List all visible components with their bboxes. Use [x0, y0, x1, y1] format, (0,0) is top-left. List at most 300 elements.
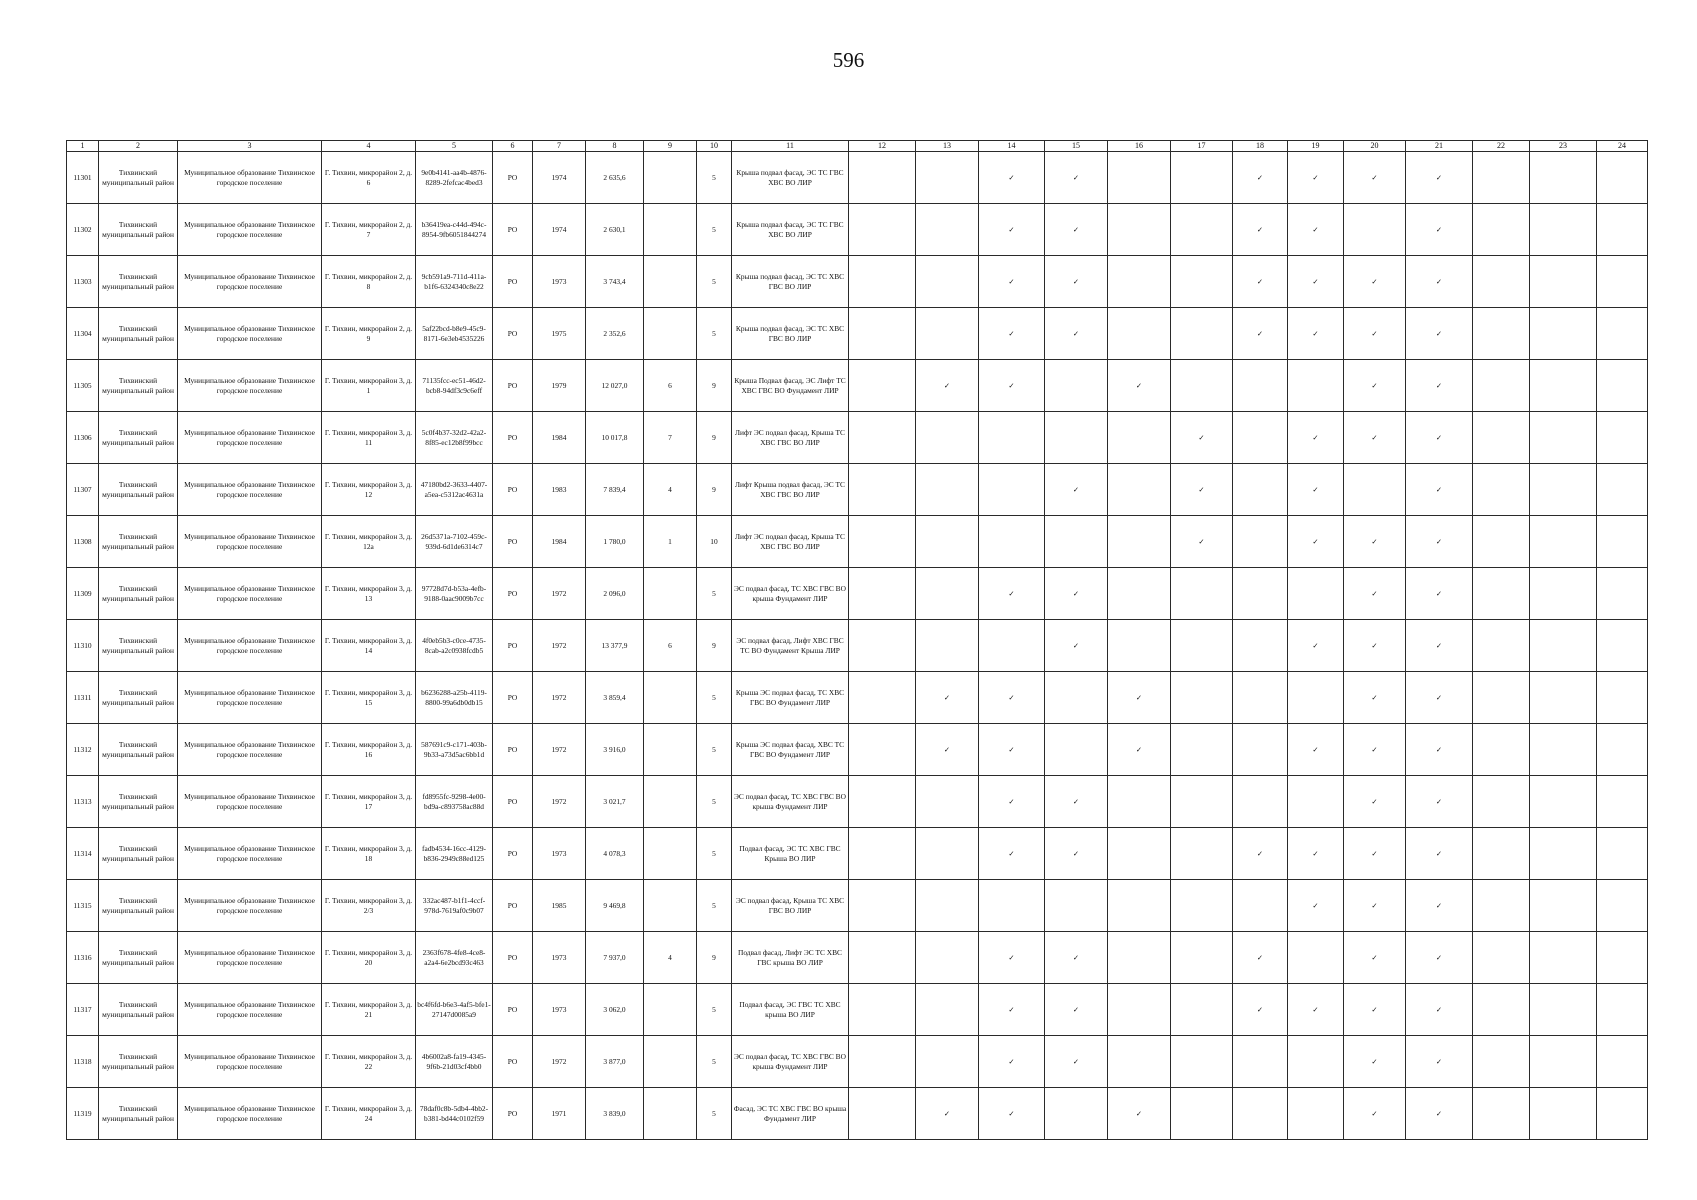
row-number: 11311	[67, 672, 99, 724]
build-year: 1973	[533, 984, 586, 1036]
check-mark-icon: ✓	[979, 672, 1045, 724]
row-number: 11313	[67, 776, 99, 828]
row-number: 11312	[67, 724, 99, 776]
empty-cell	[1171, 620, 1233, 672]
total-area: 13 377,9	[586, 620, 644, 672]
entrance-count: 1	[644, 516, 697, 568]
empty-cell	[1597, 880, 1648, 932]
empty-cell	[1597, 1036, 1648, 1088]
empty-cell	[1597, 308, 1648, 360]
floor-count: 9	[697, 932, 732, 984]
table-row	[67, 360, 1648, 412]
empty-cell	[1530, 1088, 1597, 1140]
entrance-count	[644, 776, 697, 828]
management-type: РО	[493, 308, 533, 360]
empty-cell	[1288, 1088, 1344, 1140]
district-name: Тихвинский муниципальный район	[99, 412, 178, 464]
column-number: 10	[697, 141, 732, 152]
work-types: Фасад, ЭС ТС ХВС ГВС ВО крыша Фундамент ЛИР	[732, 1088, 849, 1140]
empty-cell	[849, 672, 916, 724]
municipality-name: Муниципальное образование Тихвинское городское поселение	[178, 152, 322, 204]
empty-cell	[1530, 672, 1597, 724]
build-year: 1975	[533, 308, 586, 360]
empty-cell	[849, 412, 916, 464]
work-types: Подвал фасад, ЭС ГВС ТС ХВС крыша ВО ЛИР	[732, 984, 849, 1036]
building-code: fadb4534-16cc-4129-b836-2949c88ed125	[416, 828, 493, 880]
district-name: Тихвинский муниципальный район	[99, 1036, 178, 1088]
empty-cell	[849, 256, 916, 308]
table-row	[67, 256, 1648, 308]
empty-cell	[979, 464, 1045, 516]
empty-cell	[1530, 464, 1597, 516]
work-types: Подвал фасад, ЭС ТС ХВС ГВС Крыша ВО ЛИР	[732, 828, 849, 880]
work-types: Подвал фасад, Лифт ЭС ТС ХВС ГВС крыша ВО ЛИР	[732, 932, 849, 984]
entrance-count: 7	[644, 412, 697, 464]
district-name: Тихвинский муниципальный район	[99, 1088, 178, 1140]
column-number: 19	[1288, 141, 1344, 152]
row-number: 11305	[67, 360, 99, 412]
floor-count: 5	[697, 204, 732, 256]
check-mark-icon: ✓	[1406, 464, 1473, 516]
check-mark-icon: ✓	[1233, 828, 1288, 880]
empty-cell	[1045, 412, 1108, 464]
check-mark-icon: ✓	[1288, 984, 1344, 1036]
building-address: Г. Тихвин, микрорайон 3, д. 18	[322, 828, 416, 880]
work-types: ЭС подвал фасад, ТС ХВС ГВС ВО крыша Фундамент ЛИР	[732, 1036, 849, 1088]
check-mark-icon: ✓	[1406, 568, 1473, 620]
check-mark-icon: ✓	[1233, 308, 1288, 360]
column-number: 4	[322, 141, 416, 152]
check-mark-icon: ✓	[1344, 1036, 1406, 1088]
empty-cell	[1171, 360, 1233, 412]
table-row	[67, 880, 1648, 932]
empty-cell	[916, 308, 979, 360]
management-type: РО	[493, 724, 533, 776]
column-number: 14	[979, 141, 1045, 152]
check-mark-icon: ✓	[1406, 672, 1473, 724]
check-mark-icon: ✓	[1406, 828, 1473, 880]
empty-cell	[1530, 204, 1597, 256]
row-number: 11315	[67, 880, 99, 932]
empty-cell	[1530, 828, 1597, 880]
table-row	[67, 1036, 1648, 1088]
check-mark-icon: ✓	[1344, 724, 1406, 776]
empty-cell	[1530, 308, 1597, 360]
empty-cell	[849, 828, 916, 880]
check-mark-icon: ✓	[916, 360, 979, 412]
check-mark-icon: ✓	[979, 360, 1045, 412]
entrance-count	[644, 256, 697, 308]
building-address: Г. Тихвин, микрорайон 3, д. 12	[322, 464, 416, 516]
empty-cell	[1233, 1088, 1288, 1140]
building-address: Г. Тихвин, микрорайон 3, д. 24	[322, 1088, 416, 1140]
municipality-name: Муниципальное образование Тихвинское городское поселение	[178, 1088, 322, 1140]
work-types: ЭС подвал фасад, Лифт ХВС ГВС ТС ВО Фундамент Крыша ЛИР	[732, 620, 849, 672]
empty-cell	[1108, 256, 1171, 308]
empty-cell	[1171, 828, 1233, 880]
row-number: 11318	[67, 1036, 99, 1088]
empty-cell	[1171, 932, 1233, 984]
empty-cell	[1597, 672, 1648, 724]
table-row	[67, 1088, 1648, 1140]
floor-count: 5	[697, 256, 732, 308]
floor-count: 5	[697, 152, 732, 204]
empty-cell	[916, 152, 979, 204]
entrance-count	[644, 880, 697, 932]
total-area: 3 021,7	[586, 776, 644, 828]
check-mark-icon: ✓	[1045, 152, 1108, 204]
work-types: Крыша подвал фасад, ЭС ТС ХВС ГВС ВО ЛИР	[732, 308, 849, 360]
building-code: 4b6002a8-fa19-4345-9f6b-21d03cf4bb0	[416, 1036, 493, 1088]
empty-cell	[1108, 204, 1171, 256]
empty-cell	[1108, 568, 1171, 620]
floor-count: 9	[697, 620, 732, 672]
management-type: РО	[493, 516, 533, 568]
empty-cell	[849, 776, 916, 828]
check-mark-icon: ✓	[1045, 204, 1108, 256]
build-year: 1972	[533, 1036, 586, 1088]
empty-cell	[1530, 1036, 1597, 1088]
empty-cell	[1108, 1036, 1171, 1088]
empty-cell	[1597, 568, 1648, 620]
build-year: 1974	[533, 204, 586, 256]
empty-cell	[849, 984, 916, 1036]
empty-cell	[1530, 776, 1597, 828]
management-type: РО	[493, 932, 533, 984]
row-number: 11302	[67, 204, 99, 256]
building-code: 47180bd2-3633-4407-a5ea-c5312ac4631a	[416, 464, 493, 516]
row-number: 11317	[67, 984, 99, 1036]
build-year: 1972	[533, 568, 586, 620]
floor-count: 5	[697, 1036, 732, 1088]
check-mark-icon: ✓	[1108, 672, 1171, 724]
empty-cell	[1597, 620, 1648, 672]
management-type: РО	[493, 360, 533, 412]
check-mark-icon: ✓	[1406, 1088, 1473, 1140]
empty-cell	[1530, 724, 1597, 776]
building-address: Г. Тихвин, микрорайон 2, д. 8	[322, 256, 416, 308]
build-year: 1972	[533, 776, 586, 828]
table-row	[67, 464, 1648, 516]
total-area: 3 859,4	[586, 672, 644, 724]
row-number: 11316	[67, 932, 99, 984]
empty-cell	[849, 152, 916, 204]
row-number: 11301	[67, 152, 99, 204]
check-mark-icon: ✓	[979, 724, 1045, 776]
entrance-count	[644, 672, 697, 724]
empty-cell	[1171, 672, 1233, 724]
check-mark-icon: ✓	[1233, 204, 1288, 256]
check-mark-icon: ✓	[1288, 152, 1344, 204]
check-mark-icon: ✓	[1406, 620, 1473, 672]
table-row	[67, 412, 1648, 464]
empty-cell	[916, 776, 979, 828]
total-area: 9 469,8	[586, 880, 644, 932]
empty-cell	[916, 412, 979, 464]
column-number-row	[67, 141, 1648, 152]
total-area: 2 352,6	[586, 308, 644, 360]
column-number: 16	[1108, 141, 1171, 152]
empty-cell	[1597, 828, 1648, 880]
check-mark-icon: ✓	[1344, 516, 1406, 568]
check-mark-icon: ✓	[979, 1036, 1045, 1088]
empty-cell	[1233, 412, 1288, 464]
empty-cell	[1473, 672, 1530, 724]
check-mark-icon: ✓	[1045, 620, 1108, 672]
work-types: Лифт ЭС подвал фасад, Крыша ТС ХВС ГВС ВО ЛИР	[732, 516, 849, 568]
building-code: 5c0f4b37-32d2-42a2-8f85-ec12b8f99bcc	[416, 412, 493, 464]
check-mark-icon: ✓	[1045, 256, 1108, 308]
empty-cell	[849, 932, 916, 984]
empty-cell	[1473, 360, 1530, 412]
check-mark-icon: ✓	[1344, 360, 1406, 412]
table-row	[67, 204, 1648, 256]
empty-cell	[849, 516, 916, 568]
empty-cell	[1108, 932, 1171, 984]
empty-cell	[849, 880, 916, 932]
empty-cell	[916, 620, 979, 672]
district-name: Тихвинский муниципальный район	[99, 724, 178, 776]
column-number: 23	[1530, 141, 1597, 152]
municipality-name: Муниципальное образование Тихвинское городское поселение	[178, 724, 322, 776]
district-name: Тихвинский муниципальный район	[99, 516, 178, 568]
table-row	[67, 672, 1648, 724]
column-number: 9	[644, 141, 697, 152]
total-area: 7 937,0	[586, 932, 644, 984]
empty-cell	[1473, 984, 1530, 1036]
management-type: РО	[493, 880, 533, 932]
build-year: 1984	[533, 412, 586, 464]
empty-cell	[979, 620, 1045, 672]
empty-cell	[1288, 776, 1344, 828]
check-mark-icon: ✓	[1406, 932, 1473, 984]
column-number: 8	[586, 141, 644, 152]
empty-cell	[1344, 464, 1406, 516]
column-number: 21	[1406, 141, 1473, 152]
management-type: РО	[493, 204, 533, 256]
municipality-name: Муниципальное образование Тихвинское городское поселение	[178, 412, 322, 464]
total-area: 12 027,0	[586, 360, 644, 412]
management-type: РО	[493, 412, 533, 464]
row-number: 11319	[67, 1088, 99, 1140]
total-area: 3 916,0	[586, 724, 644, 776]
entrance-count	[644, 724, 697, 776]
empty-cell	[1597, 152, 1648, 204]
check-mark-icon: ✓	[1344, 256, 1406, 308]
empty-cell	[1233, 464, 1288, 516]
column-number: 6	[493, 141, 533, 152]
floor-count: 9	[697, 360, 732, 412]
empty-cell	[979, 516, 1045, 568]
building-address: Г. Тихвин, микрорайон 3, д. 12а	[322, 516, 416, 568]
column-number: 5	[416, 141, 493, 152]
floor-count: 5	[697, 568, 732, 620]
entrance-count	[644, 1088, 697, 1140]
check-mark-icon: ✓	[1171, 412, 1233, 464]
check-mark-icon: ✓	[1406, 204, 1473, 256]
building-code: fd8955fc-9298-4e00-bd9a-c893758ac88d	[416, 776, 493, 828]
entrance-count: 6	[644, 360, 697, 412]
check-mark-icon: ✓	[979, 256, 1045, 308]
district-name: Тихвинский муниципальный район	[99, 984, 178, 1036]
entrance-count	[644, 308, 697, 360]
empty-cell	[916, 984, 979, 1036]
municipality-name: Муниципальное образование Тихвинское городское поселение	[178, 516, 322, 568]
municipality-name: Муниципальное образование Тихвинское городское поселение	[178, 620, 322, 672]
building-code: 4f0eb5b3-c0ce-4735-8cab-a2c0938fcdb5	[416, 620, 493, 672]
column-number: 7	[533, 141, 586, 152]
build-year: 1974	[533, 152, 586, 204]
empty-cell	[1530, 152, 1597, 204]
row-number: 11306	[67, 412, 99, 464]
entrance-count	[644, 204, 697, 256]
column-number: 13	[916, 141, 979, 152]
empty-cell	[1288, 568, 1344, 620]
column-number: 1	[67, 141, 99, 152]
check-mark-icon: ✓	[979, 568, 1045, 620]
municipality-name: Муниципальное образование Тихвинское городское поселение	[178, 568, 322, 620]
table-row	[67, 724, 1648, 776]
building-code: 9e0b4141-aa4b-4876-8289-2fefcac4bed3	[416, 152, 493, 204]
empty-cell	[1233, 1036, 1288, 1088]
empty-cell	[1530, 880, 1597, 932]
column-number: 2	[99, 141, 178, 152]
row-number: 11314	[67, 828, 99, 880]
empty-cell	[1045, 672, 1108, 724]
building-code: b36419ea-c44d-494c-8954-9fb6051844274	[416, 204, 493, 256]
empty-cell	[1171, 984, 1233, 1036]
management-type: РО	[493, 1088, 533, 1140]
total-area: 2 096,0	[586, 568, 644, 620]
build-year: 1979	[533, 360, 586, 412]
empty-cell	[1473, 516, 1530, 568]
floor-count: 10	[697, 516, 732, 568]
check-mark-icon: ✓	[1406, 256, 1473, 308]
total-area: 2 635,6	[586, 152, 644, 204]
check-mark-icon: ✓	[1233, 256, 1288, 308]
municipality-name: Муниципальное образование Тихвинское городское поселение	[178, 308, 322, 360]
municipality-name: Муниципальное образование Тихвинское городское поселение	[178, 204, 322, 256]
empty-cell	[916, 204, 979, 256]
empty-cell	[1108, 308, 1171, 360]
empty-cell	[1108, 464, 1171, 516]
check-mark-icon: ✓	[1288, 256, 1344, 308]
empty-cell	[1344, 204, 1406, 256]
housing-register-table	[66, 140, 1648, 1140]
empty-cell	[1473, 464, 1530, 516]
entrance-count	[644, 828, 697, 880]
entrance-count	[644, 568, 697, 620]
work-types: ЭС подвал фасад, Крыша ТС ХВС ГВС ВО ЛИР	[732, 880, 849, 932]
empty-cell	[849, 204, 916, 256]
check-mark-icon: ✓	[916, 724, 979, 776]
empty-cell	[1597, 464, 1648, 516]
work-types: Лифт Крыша подвал фасад, ЭС ТС ХВС ГВС ВО ЛИР	[732, 464, 849, 516]
building-address: Г. Тихвин, микрорайон 3, д. 13	[322, 568, 416, 620]
building-code: 2363f678-4fe8-4ce8-a2a4-6e2bcd93c463	[416, 932, 493, 984]
check-mark-icon: ✓	[979, 932, 1045, 984]
empty-cell	[1473, 568, 1530, 620]
district-name: Тихвинский муниципальный район	[99, 256, 178, 308]
check-mark-icon: ✓	[1344, 568, 1406, 620]
check-mark-icon: ✓	[1108, 724, 1171, 776]
empty-cell	[849, 360, 916, 412]
floor-count: 9	[697, 464, 732, 516]
management-type: РО	[493, 776, 533, 828]
check-mark-icon: ✓	[1233, 984, 1288, 1036]
empty-cell	[1597, 412, 1648, 464]
check-mark-icon: ✓	[1108, 360, 1171, 412]
work-types: Крыша подвал фасад, ЭС ТС ХВС ГВС ВО ЛИР	[732, 256, 849, 308]
empty-cell	[1171, 880, 1233, 932]
total-area: 2 630,1	[586, 204, 644, 256]
work-types: ЭС подвал фасад, ТС ХВС ГВС ВО крыша Фундамент ЛИР	[732, 568, 849, 620]
empty-cell	[916, 880, 979, 932]
table-row	[67, 152, 1648, 204]
entrance-count	[644, 984, 697, 1036]
check-mark-icon: ✓	[1406, 516, 1473, 568]
empty-cell	[1530, 984, 1597, 1036]
check-mark-icon: ✓	[1108, 1088, 1171, 1140]
check-mark-icon: ✓	[1288, 204, 1344, 256]
building-code: 332ac487-b1f1-4ccf-978d-7619af0c9b07	[416, 880, 493, 932]
empty-cell	[1473, 308, 1530, 360]
floor-count: 5	[697, 1088, 732, 1140]
building-code: 5af22bcd-b8e9-45c9-8171-6e3eb4535226	[416, 308, 493, 360]
column-number: 20	[1344, 141, 1406, 152]
management-type: РО	[493, 1036, 533, 1088]
table-row	[67, 776, 1648, 828]
build-year: 1973	[533, 932, 586, 984]
empty-cell	[1108, 516, 1171, 568]
column-number: 24	[1597, 141, 1648, 152]
empty-cell	[1597, 516, 1648, 568]
building-address: Г. Тихвин, микрорайон 3, д. 20	[322, 932, 416, 984]
empty-cell	[1171, 776, 1233, 828]
empty-cell	[849, 1088, 916, 1140]
municipality-name: Муниципальное образование Тихвинское городское поселение	[178, 464, 322, 516]
empty-cell	[849, 1036, 916, 1088]
management-type: РО	[493, 672, 533, 724]
district-name: Тихвинский муниципальный район	[99, 308, 178, 360]
empty-cell	[1473, 1036, 1530, 1088]
check-mark-icon: ✓	[1406, 152, 1473, 204]
column-number: 22	[1473, 141, 1530, 152]
check-mark-icon: ✓	[979, 308, 1045, 360]
empty-cell	[979, 412, 1045, 464]
check-mark-icon: ✓	[1288, 724, 1344, 776]
building-address: Г. Тихвин, микрорайон 3, д. 14	[322, 620, 416, 672]
empty-cell	[1045, 360, 1108, 412]
check-mark-icon: ✓	[1406, 360, 1473, 412]
build-year: 1973	[533, 256, 586, 308]
check-mark-icon: ✓	[1344, 776, 1406, 828]
building-code: bc4f6fd-b6e3-4af5-bfe1-27147d0085a9	[416, 984, 493, 1036]
management-type: РО	[493, 828, 533, 880]
building-address: Г. Тихвин, микрорайон 2, д. 9	[322, 308, 416, 360]
empty-cell	[1473, 204, 1530, 256]
column-number: 18	[1233, 141, 1288, 152]
row-number: 11309	[67, 568, 99, 620]
empty-cell	[849, 724, 916, 776]
empty-cell	[1597, 776, 1648, 828]
entrance-count: 6	[644, 620, 697, 672]
check-mark-icon: ✓	[979, 1088, 1045, 1140]
empty-cell	[1473, 412, 1530, 464]
district-name: Тихвинский муниципальный район	[99, 204, 178, 256]
build-year: 1985	[533, 880, 586, 932]
row-number: 11308	[67, 516, 99, 568]
